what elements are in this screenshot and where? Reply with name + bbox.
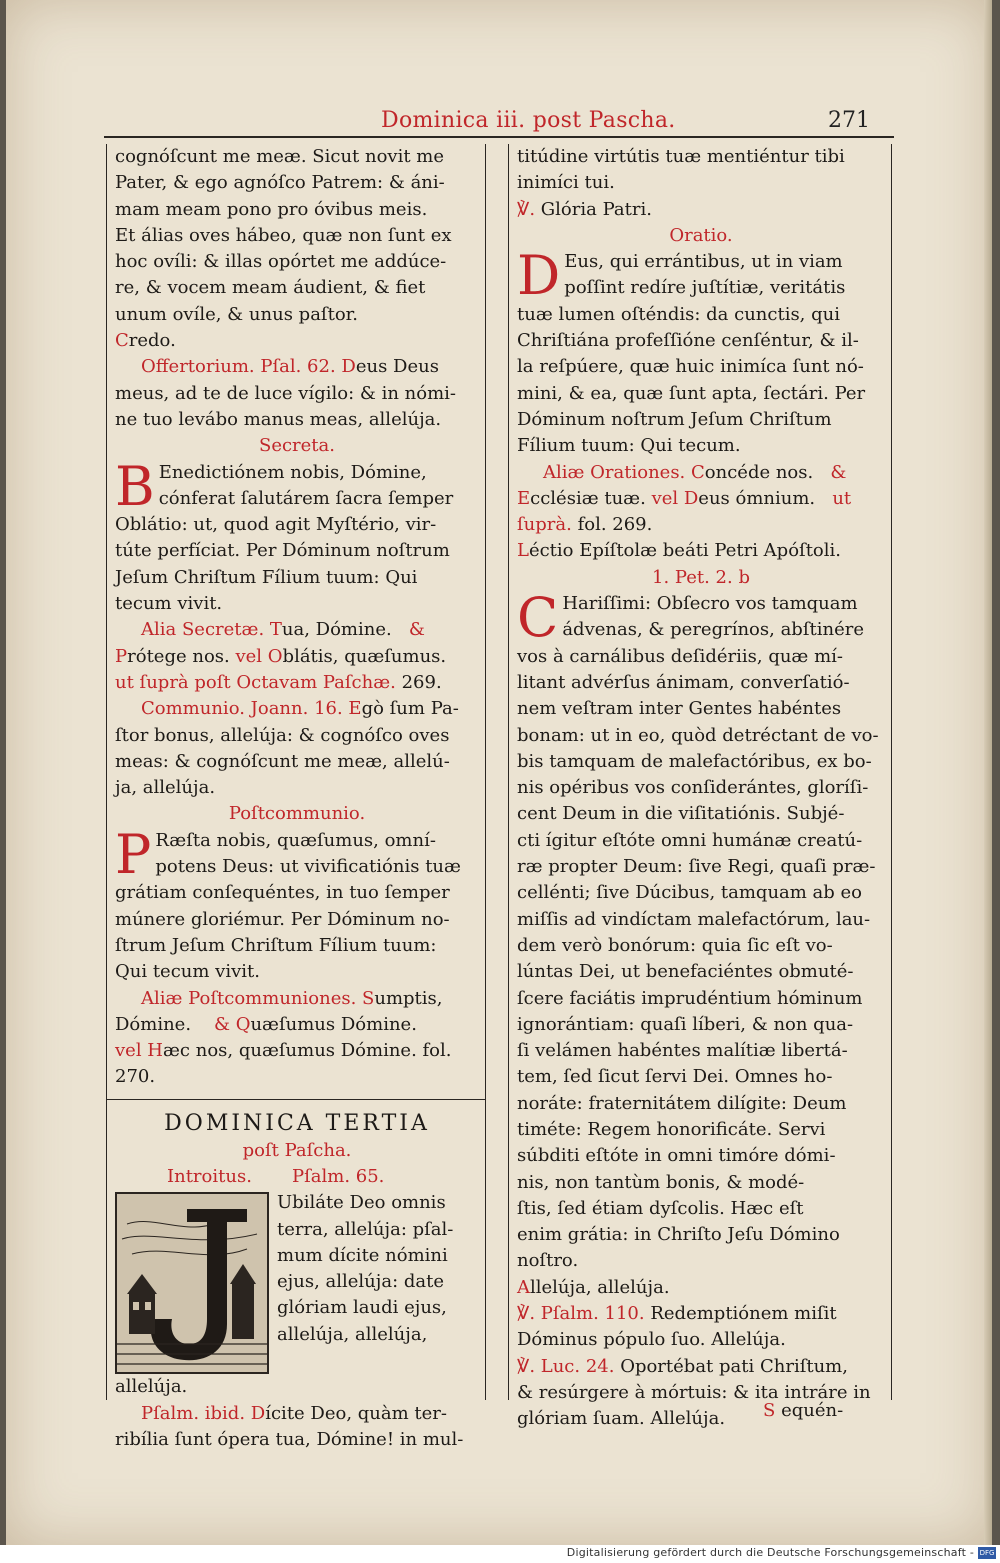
text-line: ejus, allelúja: date [277,1271,444,1293]
text-line: Enedictiónem nobis, Dómine, [158,461,427,483]
luc24-label: ℣. Luc. 24. [517,1355,615,1377]
footer-band [0,1545,1000,1563]
ecclesiae-initial: E [517,487,531,509]
oratio-paragraph [517,244,885,459]
text-line: ſtis, ſed étiam dyſcolis. Hæc eſt [517,1197,804,1219]
text-line: Hariſſimi: Obſecro vos tamquam [562,593,858,615]
versicle-sign: ℣. [517,198,536,220]
text-line: Ræſta nobis, quæſumus, omní- [155,829,436,851]
protege-initial: P [115,645,128,667]
aliae-post-line-4: 270. [115,1066,156,1088]
protege-text: rótege nos. [127,645,230,667]
supra-line [517,512,885,538]
text-line: Qui tecum vivit. [115,961,260,983]
aliae-post-line-3 [115,1038,479,1064]
alleluja-line [517,1275,885,1301]
supra-fol: fol. 269. [577,514,653,536]
aliae-orationes-text: oncéde nos. [704,461,814,483]
alleluja-text: llelúja, allelúja. [530,1276,670,1298]
text-line: grátiam conſequéntes, in tuo ſemper [115,882,450,904]
aliae-orationes-label: Aliæ Orationes. C [543,461,705,483]
psalm110-label: ℣. Pſalm. 110. [517,1303,645,1325]
text-line: Et álias oves hábeo, quæ non ſunt ex [115,224,452,246]
luc24-line [517,1354,885,1380]
text-line: ne tuo levábo manus meas, allelúja. [115,408,442,430]
text-line: ignorántiam: quaſi líberi, & non qua- [517,1013,854,1035]
catchword [763,1400,843,1421]
introitus-psalm: Pſalm. 65. [291,1165,385,1187]
text-line: timéte: Regem honorificáte. Servi [517,1118,826,1140]
woodcut-initial-j-icon [117,1194,267,1372]
lectio-line [517,538,885,564]
text-line: hoc ovíli: & illas opórtet me addúce- [115,251,447,273]
dfg-logo-icon: DFG [979,1549,995,1557]
text-line: mum dícite nómini [277,1244,448,1266]
text-line: glóriam ſuam. Allelúja. [517,1408,726,1430]
psalm110-line [517,1301,885,1327]
text-line: Dóminus pópulo ſuo. Allelúja. [517,1329,786,1351]
supra-octavam-num: 269. [401,671,442,693]
catchword-initial: S [763,1400,776,1421]
text-line: Jeſum Chriſtum Fílium tuum: Qui [115,566,418,588]
ecclesiae-vel: vel D [651,487,699,509]
text-line: tecum vivit. [115,593,223,615]
psalm-ibid-first: ícite Deo, quàm ter- [265,1402,447,1424]
introitus-label: Introitus. [167,1165,252,1187]
text-line: nem veſtram inter Gentes habéntes [517,698,842,720]
jubilate-paragraph [115,1190,479,1374]
ecclesiae-line [517,486,885,512]
page-number: 271 [828,108,870,133]
text-line: ſtor bonus, allelúja: & cognóſco oves [115,724,450,746]
text-line: ja, allelúja. [115,777,216,799]
post-pascha-subtitle: poſt Paſcha. [242,1139,352,1161]
lectio-text: éctio Epíſtolæ beáti Petri Apóſtoli. [528,540,841,562]
postcommunio-heading: Poſtcommunio. [228,803,366,825]
postcommunio-dropcap: P [115,822,152,886]
communio-line [115,696,479,722]
protege-rest: blátis, quæſumus. [282,645,447,667]
offertorium-first: eus Deus [355,356,439,378]
text-line: ræ propter Deum: ſive Regi, quaſi præ- [517,856,876,878]
text-line: miſſis ad vindíctam malefactórum, lau- [517,908,871,930]
aliae-orationes-amp: & [830,461,847,483]
supra-octavam: ut ſuprà poſt Octavam Paſchæ. [115,671,396,693]
text-line: tem, ſed ſicut ſervi Dei. Omnes ho- [517,1066,833,1088]
communio-first: gò ſum Pa- [361,698,459,720]
book-page [6,0,992,1545]
text-line: noráte: fraternitátem dilígite: Deum [517,1092,847,1114]
luc24-text: Oportébat pati Chriſtum, [620,1355,848,1377]
dominica-title: DOMINICA TERTIA [164,1110,430,1136]
communio-label: Communio. Joann. 16. E [141,698,362,720]
ecclesiae-ut: ut [832,487,852,509]
text-line: Ubiláte Deo omnis [277,1192,446,1214]
text-line: Fílium tuum: Qui tecum. [517,435,741,457]
text-line: lúntas Dei, ut benefaciéntes obmuté- [517,961,854,983]
gloria-line [517,197,885,223]
text-line: túte perfíciat. Per Dóminum noſtrum [115,540,450,562]
text-line: glóriam laudi ejus, [277,1297,447,1319]
aliae-post-line2b: uæſumus Dómine. [250,1013,417,1035]
protege-line [115,644,479,670]
text-line: cónferat ſalutárem ſacra ſemper [158,487,454,509]
text-line: cellénti; ſive Dúcibus, tamquam ab eo [517,882,863,904]
text-line: litant advérſus ánimam, converſatió- [517,671,850,693]
epistle-dropcap: C [517,586,559,650]
text-line: cti ígitur eſtóte omni humánæ creatú- [517,829,863,851]
lectio-reference: 1. Pet. 2. b [652,566,750,588]
aliae-post-text: umptis, [374,987,443,1009]
running-title: Dominica iii. post Pascha. [381,108,676,133]
text-line: meus, ad te de luce vígilo: & in nómi- [115,382,457,404]
text-line: & resúrgere à mórtuis: & ita intráre in [517,1381,871,1403]
text-line: allelúja, allelúja, [277,1323,428,1345]
text-line: bis tamquam de malefactóribus, ex bo- [517,750,872,772]
text-line: Oblátio: ut, quod agit Myſtério, vir- [115,514,437,536]
page-header [106,108,876,138]
secreta-dropcap: B [115,454,155,518]
psalm110-text: Redemptiónem miſit [650,1303,837,1325]
aliae-post-line2amp: & Q [213,1013,251,1035]
aliae-post-line-2 [115,1012,479,1038]
text-line: vos à carnálibus deſidériis, quæ mí- [517,645,843,667]
page-edge [984,0,992,1545]
alia-secretae-line [115,617,479,643]
oratio-heading: Oratio. [669,224,733,246]
text-line: inimíci tui. [517,172,615,194]
protege-vel: vel O [235,645,283,667]
text-line: ſcere faciátis imprudéntium hóminum [517,987,863,1009]
text-line: dem verò bonórum: quia ſic eſt vo- [517,934,833,956]
text-line: nis, non tantùm bonis, & modé- [517,1171,805,1193]
text-line: enim grátia: in Chriſto Jeſu Dómino [517,1224,840,1246]
alia-secretae-text: ua, Dómine. [281,619,392,641]
text-line: tuæ lumen oſténdis: da cunctis, qui [517,303,840,325]
alia-secretae-amp: & [408,619,425,641]
aliae-post-line3red: vel H [115,1040,163,1062]
text-line: potens Deus: ut vivificatiónis tuæ [155,856,461,878]
credo-text: redo. [128,330,176,352]
text-line: cent Deum in die viſitatiónis. Subjé- [517,803,845,825]
secreta-paragraph [115,454,479,618]
aliae-post-line [115,986,479,1012]
credo-initial: C [115,330,129,352]
ecclesiae-text: cclésiæ tuæ. [530,487,646,509]
epistle-paragraph [517,586,885,1275]
psalm-ibid-label: Pſalm. ibid. D [141,1402,266,1424]
supra-label: ſuprà. [517,514,572,536]
text-line: mam meam pono pro óvibus meis. [115,198,428,220]
postcommunio-paragraph [115,822,479,986]
text-line: poſſint redíre juſtítiæ, veritátis [564,277,846,299]
woodcut-initial-j [115,1192,269,1374]
text-line: Pater, & ego agnóſco Patrem: & áni- [115,172,445,194]
text-line: bonam: ut in eo, quòd detréctant de vo- [517,724,879,746]
offertorium-line [115,354,479,380]
text-line: nis opéribus vos conſiderántes, gloríſi- [517,777,869,799]
text-line: múnere gloriémur. Per Dóminum no- [115,908,450,930]
jubilate-end: allelúja. [115,1376,188,1398]
text-frame [104,136,894,1450]
text-line: re, & vocem meam áudient, & fiet [115,277,426,299]
aliae-post-line2a: Dómine. [115,1013,192,1035]
text-line: súbditi eſtóte in omni timóre dómi- [517,1145,836,1167]
aliae-orationes-line [517,460,885,486]
text-line: ribília ſunt ópera tua, Dómine! in mul- [115,1428,464,1450]
oratio-dropcap: D [517,244,561,308]
text-line: noſtro. [517,1250,579,1272]
left-column [106,144,486,1450]
section-divider [107,1099,485,1100]
aliae-post-line3: æc nos, quæſumus Dómine. fol. [163,1040,452,1062]
offertorium-label: Offertorium. Pſal. 62. D [141,356,356,378]
secreta-heading: Secreta. [258,435,335,457]
text-line: titúdine virtútis tuæ mentiéntur tibi [517,146,845,167]
text-line: Chriſtiána profeſſióne cenſéntur, & il- [517,330,859,352]
text-line: Dóminum noſtrum Jeſum Chriſtum [517,408,832,430]
text-line: la reſpúere, quæ huic inimíca ſunt nó- [517,356,864,378]
ecclesiae-rest: eus ómnium. [698,487,816,509]
text-line: Eus, qui errántibus, ut in viam [564,251,843,273]
psalm-ibid-line [115,1401,479,1427]
text-line: terra, allelúja: pſal- [277,1218,454,1240]
catchword-rest: equén- [781,1400,844,1421]
text-line: unum ovíle, & unus paſtor. [115,303,358,325]
footer-credit: Digitalisierung gefördert durch die Deutsche Forschungsgemeinschaft - [566,1546,974,1559]
lectio-initial: L [517,540,529,562]
text-line: mini, & ea, quæ ſunt apta, ſectári. Per [517,382,866,404]
text-line: ſtrum Jeſum Chriſtum Fílium tuum: [115,934,437,956]
alleluja-initial: A [517,1276,530,1298]
supra-octavam-line [115,670,479,696]
gloria-text: Glória Patri. [540,198,652,220]
aliae-post-label: Aliæ Poſtcommuniones. S [141,987,375,1009]
text-line: meas: & cognóſcunt me meæ, allelú- [115,750,450,772]
text-line: ſi velámen habéntes malítiæ libertá- [517,1040,848,1062]
alia-secretae-label: Alia Secretæ. T [141,619,282,641]
text-line: ádvenas, & peregrínos, abſtinére [562,619,864,641]
introitus-line [115,1164,479,1190]
text-line: cognóſcunt me meæ. Sicut novit me [115,146,445,167]
credo-line [115,328,479,354]
